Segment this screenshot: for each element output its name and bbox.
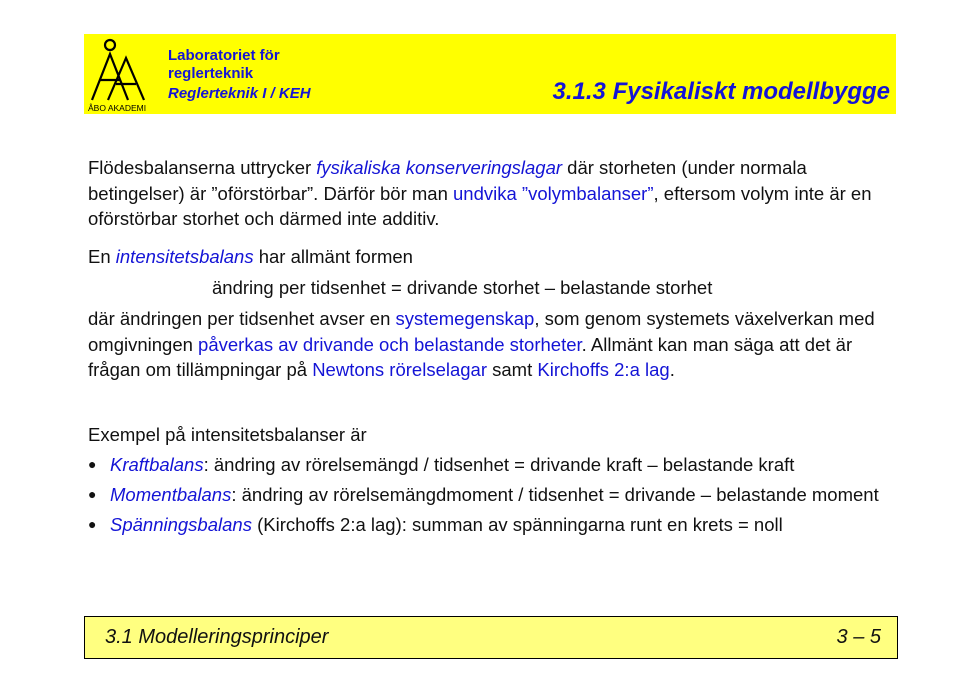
examples-list [82, 452, 912, 542]
p3-highlight-system-property: systemegenskap [395, 308, 535, 329]
abo-akademi-logo [86, 36, 156, 114]
slide-title: 3.1.3 Fysikaliskt modellbygge [552, 78, 890, 105]
p2-text-1: En [88, 246, 116, 267]
bullet-icon: ● [88, 456, 97, 472]
list-item [82, 452, 912, 478]
example-term: Spänningsbalans [110, 514, 252, 535]
p3-text-5: . [669, 359, 675, 380]
p2-highlight-intensity-balance: intensitetsbalans [115, 246, 254, 267]
examples-intro: Exempel på intensitetsbalanser är [88, 424, 367, 445]
p1-text-2: där storheten (under normala betingelser) är ”oförstörbar”. Därför bör man [88, 157, 807, 204]
p1-highlight-avoid-volume: undvika ”volymbalanser” [453, 182, 654, 204]
p3-highlight-kirchhoff: Kirchoffs 2:a lag [537, 359, 670, 380]
example-text: (Kirchoffs 2:a lag): summan av spänningarna runt en krets = noll [251, 514, 783, 535]
p3-highlight-affected: påverkas av drivande och belastande storheter [198, 333, 582, 355]
p3-text-4: samt [487, 359, 538, 380]
paragraph-flow-balances [88, 155, 900, 232]
example-text: : ändring av rörelsemängdmoment / tidsenhet = drivande – belastande moment [231, 484, 879, 505]
p3-text-1: där ändringen per tidsenhet avser en [88, 308, 396, 329]
p1-text-3: , eftersom volym inte är en oförstörbar storhet och därmed inte additiv. [88, 182, 872, 229]
course-name: Reglerteknik I / KEH [168, 85, 311, 102]
example-text: : ändring av rörelsemängd / tidsenhet = drivande kraft – belastande kraft [203, 454, 795, 475]
bullet-icon: ● [88, 486, 97, 502]
example-term: Momentbalans [110, 484, 232, 505]
paragraph-intensity-balance [88, 244, 900, 270]
lab-title-line2: reglerteknik [168, 65, 254, 82]
page-number: 3 – 5 [836, 626, 881, 648]
footer-section-title: 3.1 Modelleringsprinciper [105, 626, 329, 648]
p3-text-2: , som genom systemets växelverkan med omgivningen [88, 308, 875, 355]
balance-formula: ändring per tidsenhet = drivande storhet – belastande storhet [212, 277, 713, 298]
list-item [82, 482, 912, 508]
p2-text-2: har allmänt formen [253, 246, 413, 267]
p1-text-1: Flödesbalanserna uttrycker [88, 157, 317, 178]
paragraph-system-property [88, 306, 900, 383]
logo-caption: ÅBO AKADEMI [88, 103, 147, 113]
bullet-icon: ● [88, 516, 97, 532]
p3-text-3: . Allmänt kan man säga att det är frågan om tillämpningar på [88, 333, 853, 380]
p1-highlight-conservation-laws: fysikaliska konserveringslagar [316, 157, 563, 178]
list-item [82, 512, 912, 538]
example-term: Kraftbalans [110, 454, 204, 475]
lab-title [168, 47, 280, 83]
p3-highlight-newton: Newtons rörelselagar [312, 359, 487, 380]
lab-title-line1: Laboratoriet för [168, 47, 280, 64]
footer-bar [84, 616, 898, 659]
